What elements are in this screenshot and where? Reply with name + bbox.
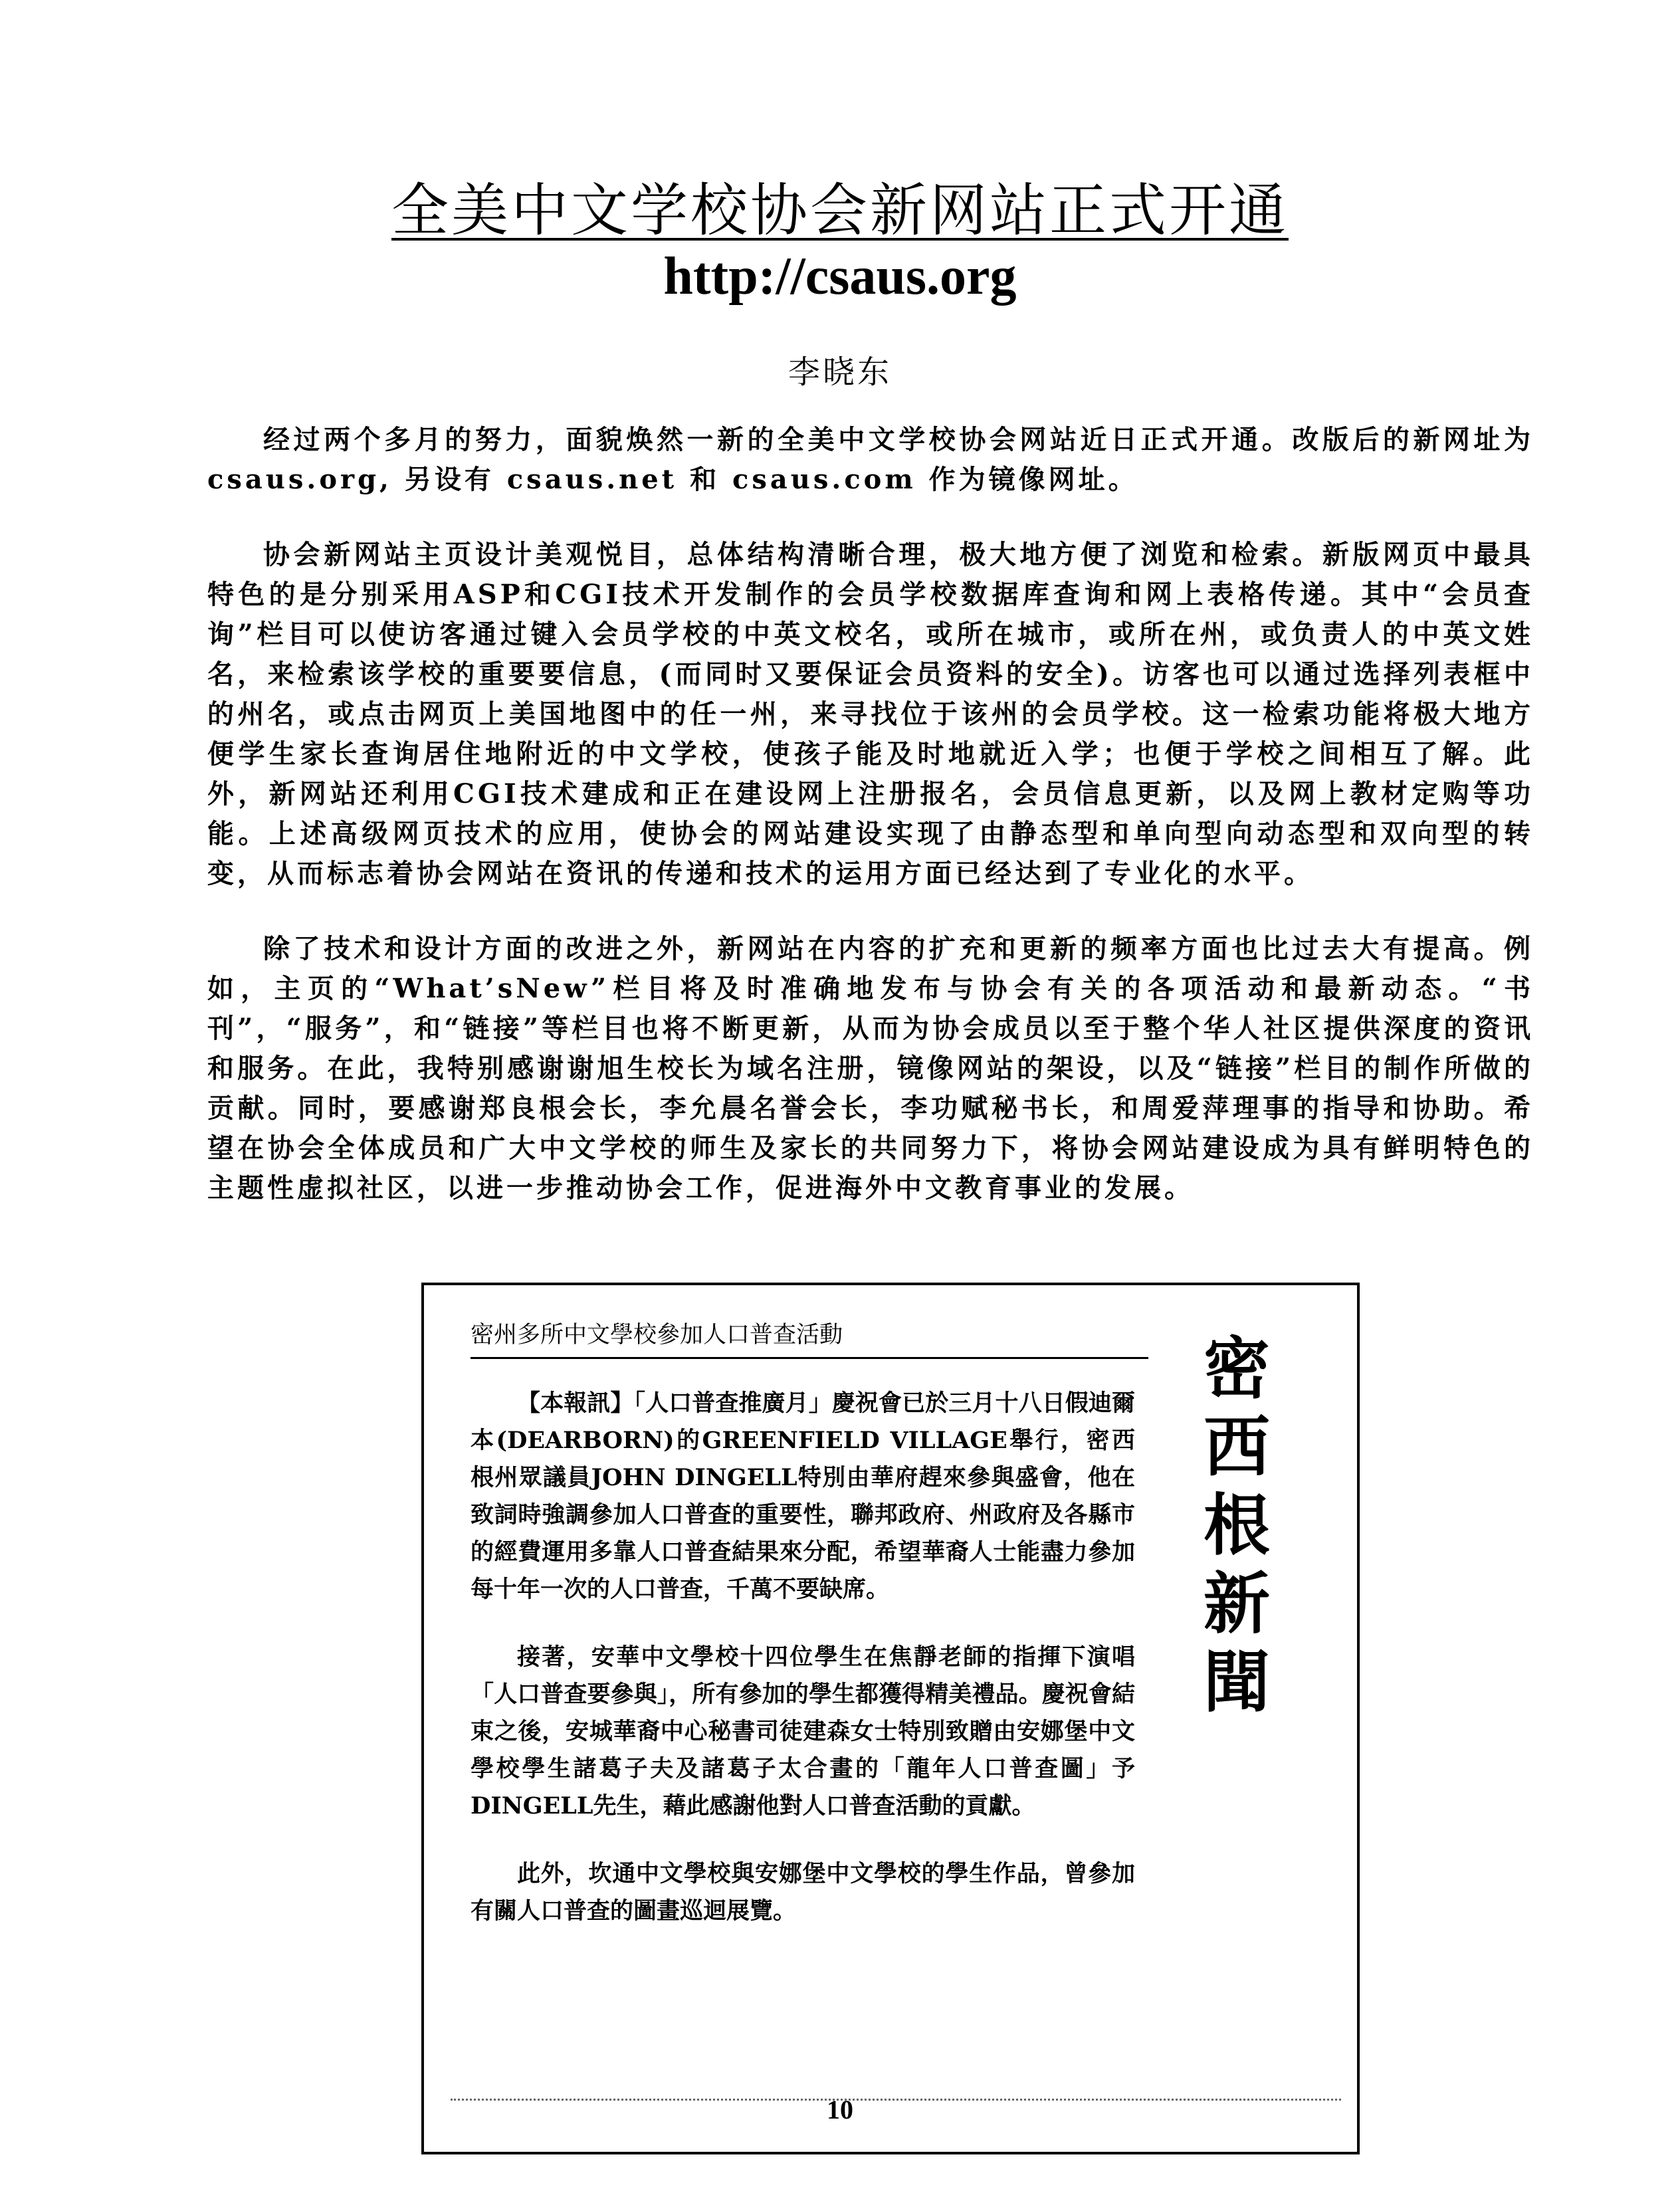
- clipping-paragraph: 此外，坎通中文學校與安娜堡中文學校的學生作品，曾參加有關人口普查的圖畫巡迴展覽。: [471, 1860, 1135, 1925]
- article-paragraph: 协会新网站主页设计美观悦目，总体结构清晰合理，极大地方便了浏览和检索。新版网页中最具特色的是分别采用ASP和CGI技术开发制作的会员学校数据库查询和网上表格传递。其中“会员查询”栏目可以使访客通过键入会员学校的中英文校名，或所在城市，或所在州，或负责人的中英文姓名，来检索该学校的重要要信息，(而同时又要保证会员资料的安全)。访客也可以通过选择列表框中的州名，或点击网页上美国地图中的任一州，来寻找位于该州的会员学校。这一检索功能将极大地方便学生家长查询居住地附近的中文学校，使孩子能及时地就近入学；也便于学校之间相互了解。此外，新网站还利用CGI技术建成和正在建设网上注册报名，会员信息更新，以及网上教材定购等功能。上述高级网页技术的应用，使协会的网站建设实现了由静态型和单向型向动态型和双向型的转变，从而标志着协会网站在资讯的传递和技术的运用方面已经达到了专业化的水平。: [207, 539, 1534, 889]
- seal-character: 根: [1204, 1486, 1270, 1564]
- seal-character: 新: [1204, 1564, 1270, 1643]
- seal-character: 西: [1204, 1408, 1270, 1486]
- author-name: 李晓东: [788, 354, 892, 391]
- article-paragraph: 除了技术和设计方面的改进之外，新网站在内容的扩充和更新的频率方面也比过去大有提高。例如，主页的“What’sNew”栏目将及时准确地发布与协会有关的各项活动和最新动态。“书刊”，“服务”，和“链接”等栏目也将不断更新，从而为协会成员以至于整个华人社区提供深度的资讯和服务。在此，我特别感谢谢旭生校长为域名注册，镜像网站的架设，以及“链接”栏目的制作所做的贡献。同时，要感谢郑良根会长，李允晨名誉会长，李功赋秘书长，和周爱萍理事的指导和协助。希望在协会全体成员和广大中文学校的师生及家长的共同努力下，将协会网站建设成为具有鲜明特色的主题性虚拟社区，以进一步推动协会工作，促进海外中文教育事业的发展。: [207, 933, 1534, 1203]
- article-paragraph: 经过两个多月的努力，面貌焕然一新的全美中文学校协会网站近日正式开通。改版后的新网址为 csaus.org, 另设有 csaus.net 和 csaus.com 作为镜像网址。: [207, 424, 1534, 495]
- news-clipping-box: [421, 1283, 1360, 2154]
- clipping-paragraph: 接著，安華中文學校十四位學生在焦靜老師的指揮下演唱「人口普查要參與」，所有參加的學生都獲得精美禮品。慶祝會結束之後，安城華裔中心秘書司徒建森女士特別致贈由安娜堡中文學校學生諸葛子夫及諸葛子太合畫的「龍年人口普查圖」予DINGELL先生，藉此感謝他對人口普查活動的貢獻。: [471, 1643, 1135, 1820]
- article-body: [207, 420, 1534, 1243]
- clipping-paragraph: 【本報訊】「人口普查推廣月」慶祝會已於三月十八日假迪爾本(DEARBORN)的GREENFIELD VILLAGE舉行，密西根州眾議員JOHN DINGELL特別由華府趕來參與盛會，他在致詞時強調參加人口普查的重要性，聯邦政府、州政府及各縣市的經費運用多靠人口普查結果來分配，希望華裔人士能盡力參加每十年一次的人口普查，千萬不要缺席。: [471, 1390, 1135, 1603]
- clipping-headline: 密州多所中文學校參加人口普查活動: [471, 1318, 1148, 1359]
- website-url: http://csaus.org: [663, 247, 1017, 306]
- page-number: 10: [827, 2095, 853, 2125]
- newspaper-seal: [1194, 1329, 1280, 1721]
- seal-character: 聞: [1204, 1643, 1270, 1721]
- article-title: 全美中文学校协会新网站正式开通: [391, 177, 1289, 244]
- seal-character: 密: [1204, 1329, 1270, 1408]
- clipping-body: [471, 1385, 1135, 1960]
